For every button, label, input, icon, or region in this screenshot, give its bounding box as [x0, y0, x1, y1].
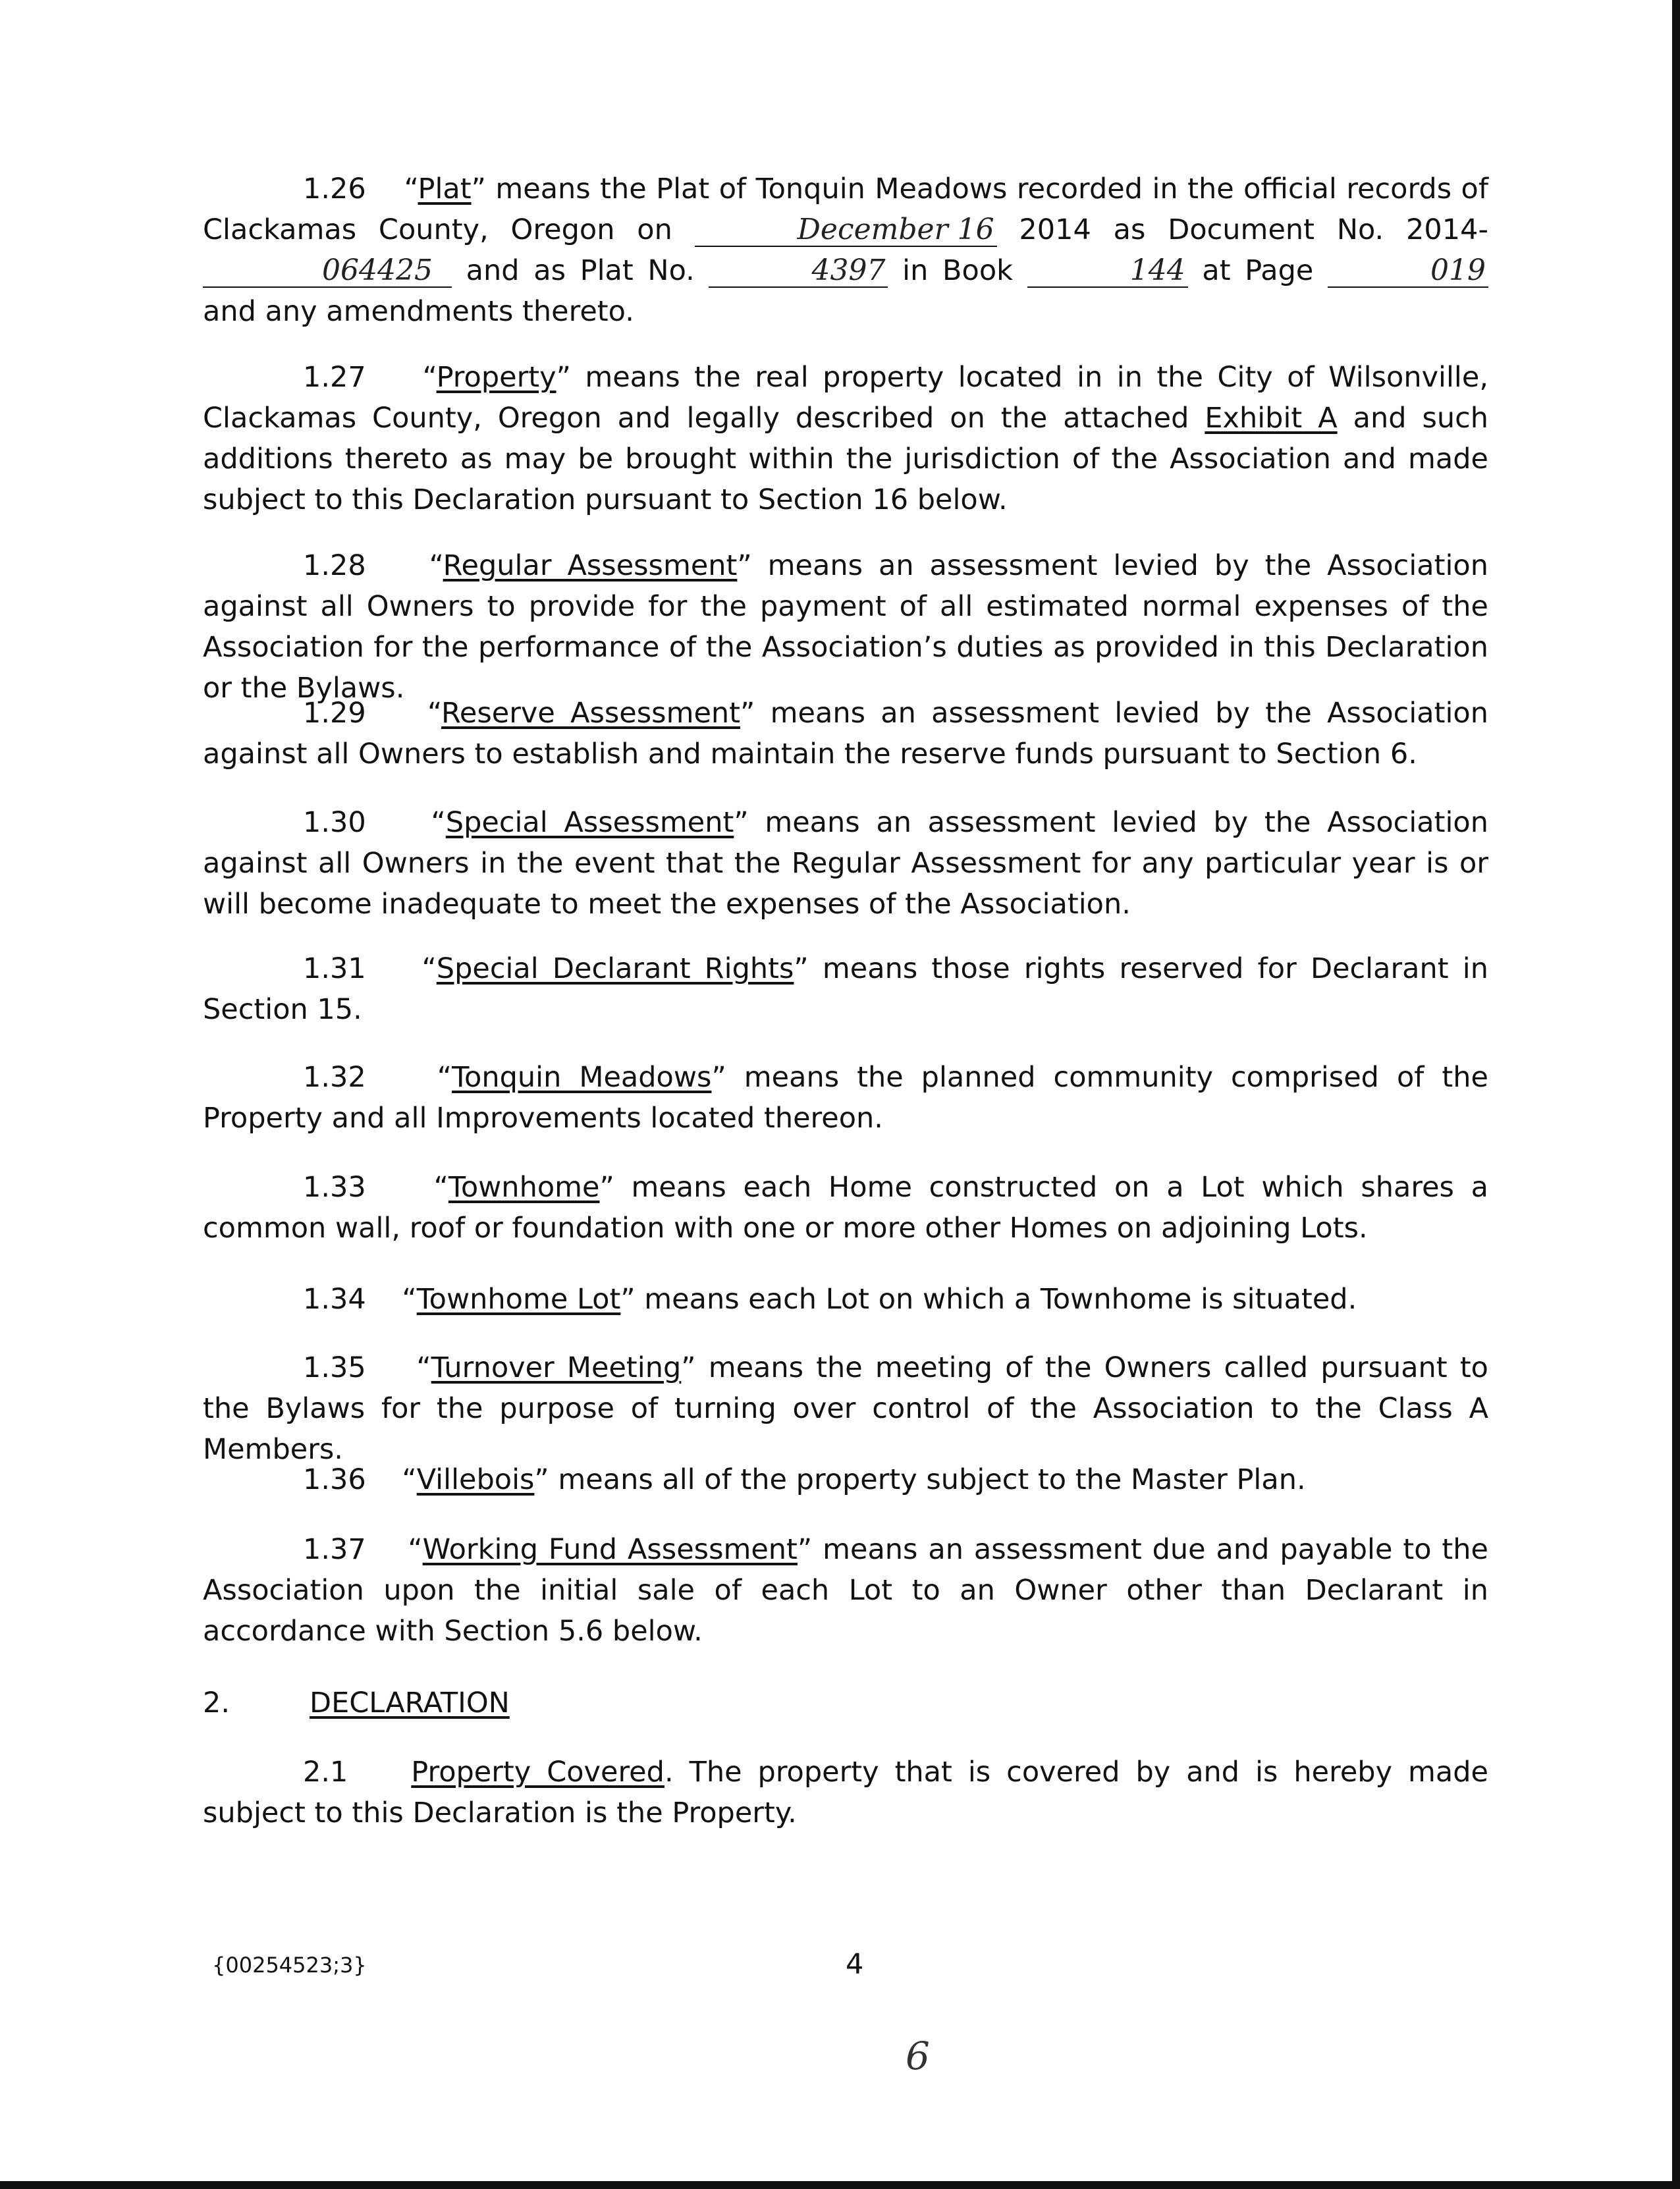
term-property: Property: [436, 361, 556, 394]
document-id: {00254523;3}: [212, 1953, 367, 1978]
paragraph-1-34: 1.34 “Townhome Lot” means each Lot on which a Townhome is situated.: [303, 1283, 1357, 1316]
scan-edge-right: [1672, 0, 1680, 2189]
paragraph-1-28: 1.28 “Regular Assessment” means an assessment levied by the Association against all Owners to provide for the payment of all estimated normal expenses of the Association for the performance of the Association’s duties as provided in this Declaration or the Bylaws.: [203, 549, 1488, 705]
term-special-declarant-rights: Special Declarant Rights: [436, 952, 794, 985]
term-reserve-assessment: Reserve Assessment: [441, 697, 741, 730]
handwritten-page-number: 019: [1328, 255, 1488, 288]
term-villebois: Villebois: [416, 1463, 535, 1496]
handwritten-plat-number: 4397: [709, 255, 888, 288]
paragraph-2-1: 2.1 Property Covered. The property that is covered by and is hereby made subject to this Declaration is the Property.: [203, 1756, 1488, 1829]
term-plat: Plat: [418, 173, 472, 205]
scan-edge-bottom: [0, 2181, 1680, 2189]
exhibit-a-reference: Exhibit A: [1205, 402, 1338, 435]
handwritten-page-mark: 6: [906, 2034, 930, 2078]
paragraph-1-36: 1.36 “Villebois” means all of the property subject to the Master Plan.: [303, 1463, 1306, 1496]
paragraph-1-30: 1.30 “Special Assessment” means an assessment levied by the Association against all Owners in the event that the Regular Assessment for any particular year is or will become inadequate to meet the expenses of the Association.: [203, 806, 1488, 921]
paragraph-1-33: 1.33 “Townhome” means each Home constructed on a Lot which shares a common wall, roof or foundation with one or more other Homes on adjoining Lots.: [203, 1171, 1489, 1245]
term-working-fund-assessment: Working Fund Assessment: [422, 1533, 798, 1566]
paragraph-1-37: 1.37 “Working Fund Assessment” means an assessment due and payable to the Association upon the initial sale of each Lot to an Owner other than Declarant in accordance with Section 5.6 below.: [203, 1533, 1488, 1648]
handwritten-date: December 16: [695, 214, 997, 247]
paragraph-1-26: 1.26 “Plat” means the Plat of Tonquin Meadows recorded in the official records of Clackamas County, Oregon on December 16 2014 as Document No. 2014- 064425 and as Plat No. 4397 in Book 144 at Page 019 and any amendments thereto.: [203, 173, 1488, 328]
term-property-covered: Property Covered: [411, 1756, 664, 1789]
paragraph-1-29: 1.29 “Reserve Assessment” means an assessment levied by the Association against all Owners to establish and maintain the reserve funds pursuant to Section 6.: [203, 697, 1488, 770]
paragraph-1-35: 1.35 “Turnover Meeting” means the meeting of the Owners called pursuant to the Bylaws for the purpose of turning over control of the Association to the Class A Members.: [203, 1351, 1488, 1466]
term-special-assessment: Special Assessment: [445, 806, 734, 839]
page-number: 4: [846, 1948, 864, 1981]
paragraph-1-27: 1.27 “Property” means the real property located in in the City of Wilsonville, Clackamas County, Oregon and legally described on the attached Exhibit A and such additions thereto as may be brought within the jurisdiction of the Association and made subject to this Declaration pursuant to Section 16 below.: [203, 361, 1488, 516]
handwritten-document-number: 064425: [203, 255, 452, 288]
paragraph-1-32: 1.32 “Tonquin Meadows” means the planned community comprised of the Property and all Improvements located thereon.: [203, 1061, 1488, 1135]
paragraph-1-31: 1.31 “Special Declarant Rights” means those rights reserved for Declarant in Section 15.: [203, 952, 1488, 1026]
handwritten-book-number: 144: [1027, 255, 1188, 288]
term-townhome-lot: Townhome Lot: [416, 1283, 621, 1316]
term-tonquin-meadows: Tonquin Meadows: [452, 1061, 712, 1094]
term-townhome: Townhome: [448, 1171, 600, 1204]
term-regular-assessment: Regular Assessment: [443, 549, 738, 582]
section-heading-declaration: 2. DECLARATION: [203, 1687, 510, 1719]
term-turnover-meeting: Turnover Meeting: [431, 1351, 682, 1384]
